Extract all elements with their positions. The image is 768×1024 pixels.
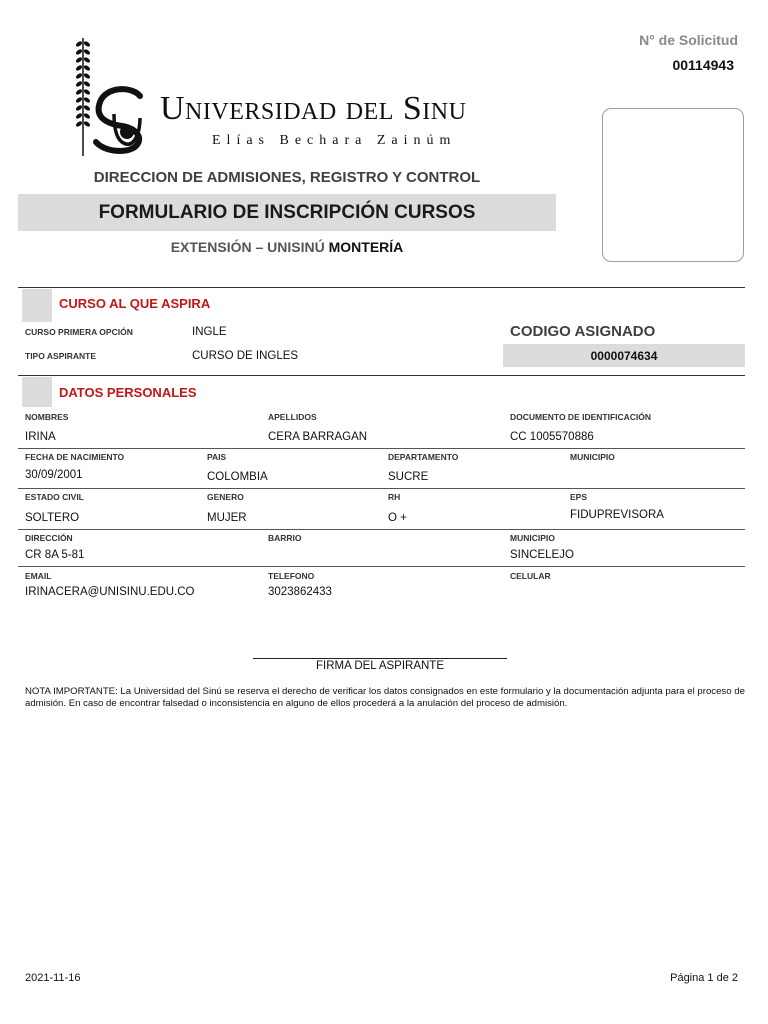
field-label: EPS <box>570 492 588 502</box>
solicitud-label: N° de Solicitud <box>639 32 738 48</box>
field-value: INGLE <box>192 326 227 338</box>
field-label: BARRIO <box>268 533 302 543</box>
field-label: ESTADO CIVIL <box>25 492 84 502</box>
section-title-curso: CURSO AL QUE ASPIRA <box>59 296 211 311</box>
codigo-value: 0000074634 <box>590 349 658 363</box>
field-label: MUNICIPIO <box>570 452 615 462</box>
field-value: CR 8A 5-81 <box>25 549 85 561</box>
field-value: SUCRE <box>388 471 429 483</box>
field-value: IRINA <box>25 431 56 443</box>
section-divider <box>18 287 745 288</box>
row-divider <box>18 448 745 449</box>
field-label: PAIS <box>207 452 227 462</box>
field-value: SINCELEJO <box>510 549 574 561</box>
field-label: NOMBRES <box>25 412 69 422</box>
row-divider <box>18 488 745 489</box>
signature-label: FIRMA DEL ASPIRANTE <box>315 660 445 672</box>
photo-box <box>602 108 744 262</box>
field-label: EMAIL <box>25 571 52 581</box>
field-label: GENERO <box>207 492 244 502</box>
university-subtitle: Elías Bechara Zainúm <box>212 133 457 148</box>
field-label: TIPO ASPIRANTE <box>25 351 96 361</box>
section-marker <box>22 289 52 322</box>
section-divider <box>18 375 745 376</box>
codigo-label: CODIGO ASIGNADO <box>510 323 656 340</box>
field-label: TELEFONO <box>268 571 315 581</box>
field-label: DEPARTAMENTO <box>388 452 459 462</box>
field-value: COLOMBIA <box>207 471 268 483</box>
important-note: NOTA IMPORTANTE: La Universidad del Sinú se reserva el derecho de verificar los datos consignados en este formulario y la documentación adjunta para el proceso de admisión. En caso de encontrar falsedad o inconsistencia en alguno de ellos procederá a la anulación del proceso de admisión. <box>25 686 745 709</box>
section-title-datos: DATOS PERSONALES <box>59 385 197 400</box>
section-marker <box>22 377 52 407</box>
field-label: MUNICIPIO <box>510 533 555 543</box>
row-divider <box>18 529 745 530</box>
page-number: Página 1 de 2 <box>670 972 738 984</box>
field-value: CURSO DE INGLES <box>192 350 299 362</box>
field-value: CERA BARRAGAN <box>268 431 368 443</box>
field-value: 30/09/2001 <box>25 469 83 481</box>
field-label: CURSO PRIMERA OPCIÓN <box>25 327 133 337</box>
field-label: APELLIDOS <box>268 412 317 422</box>
university-seal-icon <box>92 84 158 154</box>
field-value: O + <box>388 512 407 524</box>
solicitud-number: 00114943 <box>672 57 734 73</box>
extension-city: MONTERÍA <box>328 239 404 255</box>
department-heading: DIRECCION DE ADMISIONES, REGISTRO Y CONTROL <box>93 169 481 186</box>
field-value: CC 1005570886 <box>510 431 594 443</box>
extension-prefix: EXTENSIÓN – UNISINÚ <box>170 239 329 255</box>
row-divider <box>18 566 745 567</box>
university-name: Universidad del Sinu <box>160 90 467 127</box>
field-label: CELULAR <box>510 571 551 581</box>
field-value: IRINACERA@UNISINU.EDU.CO <box>25 586 195 598</box>
field-value: FIDUPREVISORA <box>570 509 664 521</box>
field-label: FECHA DE NACIMIENTO <box>25 452 125 462</box>
field-value: MUJER <box>207 512 247 524</box>
form-title: FORMULARIO DE INSCRIPCIÓN CURSOS <box>18 194 556 231</box>
signature-line <box>253 658 507 659</box>
field-label: DIRECCIÓN <box>25 533 73 543</box>
field-label: RH <box>388 492 401 502</box>
footer-date: 2021-11-16 <box>25 972 81 984</box>
field-value: 3023862433 <box>268 586 332 598</box>
field-value: SOLTERO <box>25 512 80 524</box>
extension-line <box>18 239 556 255</box>
field-label: DOCUMENTO DE IDENTIFICACIÓN <box>510 412 652 422</box>
